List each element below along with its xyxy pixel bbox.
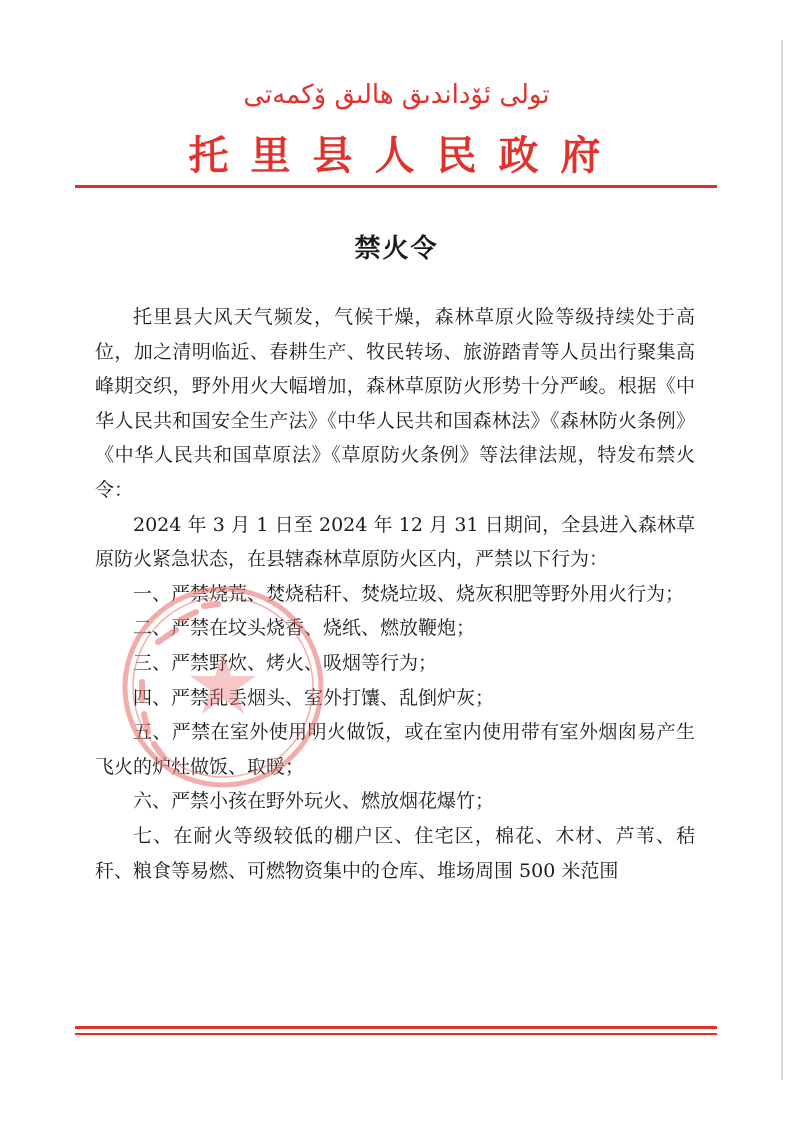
document-title: 禁火令 (354, 234, 439, 264)
paragraph-item-4: 四、严禁乱丢烟头、室外打馕、乱倒炉灰； (133, 686, 495, 709)
official-seal-image (118, 582, 328, 792)
letterhead-rule (75, 185, 717, 188)
paragraph-item-3: 三、严禁野炊、烤火、吸烟等行为； (133, 651, 438, 674)
paragraph-item-5: 五、严禁在室外使用明火做饭，或在室内使用带有室外烟囱易产生飞火的炉灶做饭、取暖； (95, 721, 695, 778)
letterhead-chinese-name: 托里县人民政府 (188, 132, 623, 179)
footer-rule (75, 1026, 717, 1029)
footer-rule-thin (75, 1033, 717, 1035)
paragraph-item-7: 七、在耐火等级较低的棚户区、住宅区，棉花、木材、芦苇、秸秆、粮食等易燃、可燃物资集中的仓库、堆场周围 500 米范围 (95, 824, 695, 882)
paragraph-period: 2024 年 3 月 1 日至 2024 年 12 月 31 日期间，全县进入森林草原防火紧急状态，在县辖森林草原防火区内，严禁以下行为： (95, 513, 695, 571)
letterhead-uyghur-name: تولى ئۆداندىق ھالىق ۆكمەتى (243, 80, 550, 110)
paragraph-item-6: 六、严禁小孩在野外玩火、燃放烟花爆竹； (133, 790, 495, 813)
paragraph-intro: 托里县大风天气频发，气候干燥，森林草原火险等级持续处于高位，加之清明临近、春耕生产、牧民转场、旅游踏青等人员出行聚集高峰期交织，野外用火大幅增加，森林草原防火形势十分严峻。根据《中华人民共和国安全生产法》《中华人民共和国森林法》《森林防火条例》《中华人民共和国草原法》《草原防火条例》等法律法规，特发布禁火令： (95, 306, 695, 501)
paragraph-item-1: 一、严禁烧荒、焚烧秸秆、焚烧垃圾、烧灰积肥等野外用火行为； (133, 582, 685, 605)
paragraph-item-2: 二、严禁在坟头烧香、烧纸、燃放鞭炮； (133, 617, 476, 640)
scan-edge-mark (781, 40, 783, 1080)
